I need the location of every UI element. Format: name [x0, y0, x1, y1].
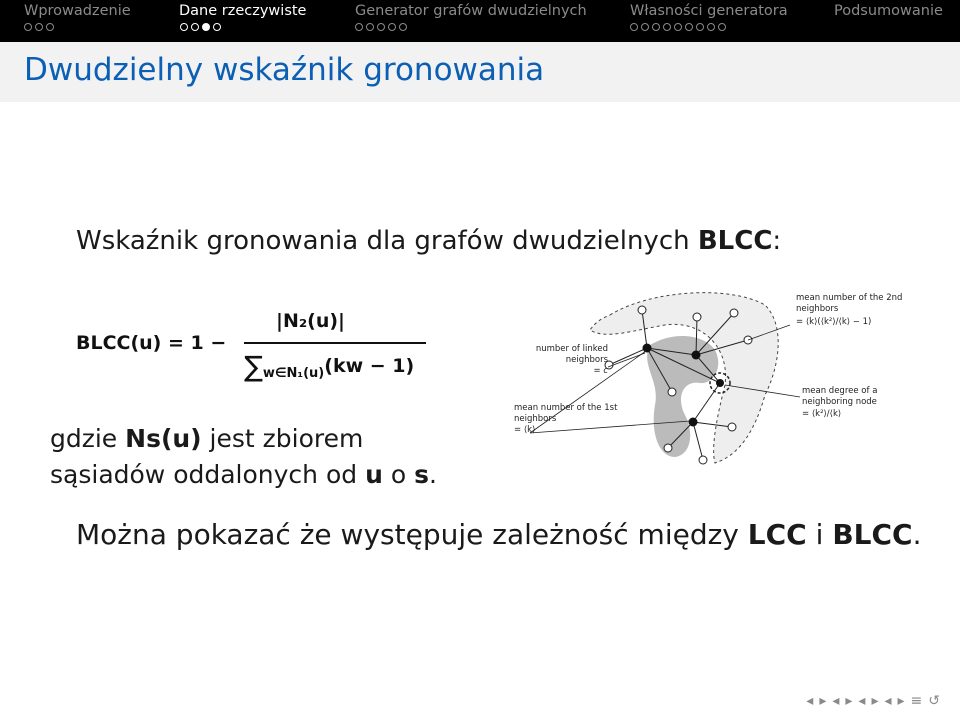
caption-first-line-3: = ⟨k⟩: [514, 425, 536, 435]
nav-dots-dane-rzeczywiste[interactable]: [180, 23, 221, 31]
caption-linked-line-2: neighbors: [565, 355, 608, 365]
definition-line-1: [50, 424, 363, 453]
nav-dots-generator[interactable]: [355, 23, 407, 31]
caption-first-line-1: mean number of the 1st: [514, 403, 618, 413]
nav-section-generator[interactable]: Generator grafów dwudzielnych: [355, 3, 587, 19]
nav-dot[interactable]: [707, 23, 715, 31]
frame-title-bar: [0, 42, 960, 102]
nav-section-wlasnosci[interactable]: Własności generatora: [630, 3, 788, 19]
nav-dot[interactable]: [399, 23, 407, 31]
fraction-bar: [244, 342, 426, 344]
navigation-bar: [0, 0, 960, 42]
prev-subsection-icon[interactable]: ◂: [832, 693, 840, 709]
nav-dot[interactable]: [180, 23, 188, 31]
conclusion-pre: Można pokazać że występuje zależność między: [76, 518, 748, 551]
nav-dot[interactable]: [663, 23, 671, 31]
definition-s: s: [414, 460, 429, 489]
beamer-navigation-controls: [806, 693, 940, 709]
edge: [609, 348, 647, 365]
outline-icon[interactable]: ≡: [910, 693, 923, 709]
second-neighbor-node: [668, 388, 676, 396]
caption-second-line-2: neighbors: [796, 304, 839, 314]
second-neighbor-node: [699, 456, 707, 464]
blcc-formula: [76, 310, 436, 390]
definition-mid: jest zbiorem: [201, 424, 364, 453]
conclusion-line: [76, 518, 922, 551]
nav-dot[interactable]: [718, 23, 726, 31]
intro-line: [76, 226, 781, 256]
caption-linked: [536, 344, 609, 376]
caption-linked-line-3: = c: [593, 366, 608, 376]
intro-acronym: BLCC: [697, 226, 773, 256]
conclusion-blcc: BLCC: [832, 518, 913, 551]
formula-numerator: |N₂(u)|: [276, 310, 345, 332]
nav-section-podsumowanie[interactable]: Podsumowanie: [834, 3, 943, 19]
prev-doc-icon[interactable]: ◂: [884, 693, 892, 709]
nav-dot[interactable]: [191, 23, 199, 31]
denominator-term: (kw − 1): [324, 355, 415, 377]
prev-frame-icon[interactable]: ◂: [806, 693, 814, 709]
nav-dot[interactable]: [696, 23, 704, 31]
caption-degree-line-3: = ⟨k²⟩/⟨k⟩: [802, 409, 842, 419]
nav-dot[interactable]: [355, 23, 363, 31]
nav-dot[interactable]: [388, 23, 396, 31]
frame-title: Dwudzielny wskaźnik gronowania: [24, 52, 545, 88]
definition-line2-pre: sąsiadów oddalonych od: [50, 460, 366, 489]
nav-section-dane-rzeczywiste[interactable]: Dane rzeczywiste: [179, 3, 307, 19]
nav-dots-wprowadzenie[interactable]: [24, 23, 54, 31]
edge: [693, 383, 720, 422]
nav-dot-current[interactable]: [202, 23, 210, 31]
nav-dot[interactable]: [377, 23, 385, 31]
nav-dot[interactable]: [46, 23, 54, 31]
next-section-icon[interactable]: ▸: [871, 693, 879, 709]
nav-dot[interactable]: [630, 23, 638, 31]
sum-index: w∈N₁(u): [262, 365, 325, 381]
back-forward-icon[interactable]: ↺: [928, 693, 940, 709]
nav-dot[interactable]: [35, 23, 43, 31]
definition-end: .: [428, 460, 437, 489]
edge: [693, 422, 703, 460]
conclusion-end: .: [912, 518, 922, 551]
formula-lhs: BLCC(u) = 1 −: [76, 332, 227, 354]
next-frame-icon[interactable]: ▸: [819, 693, 827, 709]
second-neighbor-node: [693, 313, 701, 321]
neighbors-diagram: [500, 285, 903, 475]
nav-dot[interactable]: [24, 23, 32, 31]
first-neighbors-region: [647, 336, 718, 457]
caption-second: [796, 293, 902, 327]
conclusion-lcc: LCC: [747, 518, 807, 551]
caption-second-line-1: mean number of the 2nd: [796, 293, 903, 303]
nav-section-wprowadzenie[interactable]: Wprowadzenie: [24, 3, 131, 19]
caption-degree-line-2: neighboring node: [802, 397, 877, 407]
nav-dot[interactable]: [674, 23, 682, 31]
next-doc-icon[interactable]: ▸: [897, 693, 905, 709]
caption-degree-line-1: mean degree of a: [802, 386, 878, 396]
nav-dot[interactable]: [213, 23, 221, 31]
prev-section-icon[interactable]: ◂: [858, 693, 866, 709]
second-neighbor-node: [664, 444, 672, 452]
definition-pre: gdzie: [50, 424, 126, 453]
caption-degree: [802, 386, 877, 419]
caption-linked-line-1: number of linked: [535, 344, 608, 354]
second-neighbor-node: [730, 309, 738, 317]
first-neighbor-node: [692, 351, 701, 360]
formula-denominator: [244, 350, 414, 383]
first-neighbor-node: [689, 418, 698, 427]
nav-dot[interactable]: [366, 23, 374, 31]
first-neighbor-node: [643, 344, 652, 353]
caption-first-line-2: neighbors: [514, 414, 557, 424]
conclusion-mid: i: [806, 518, 833, 551]
second-neighbor-node: [728, 423, 736, 431]
definition-o: o: [382, 460, 415, 489]
definition-u: u: [365, 460, 383, 489]
definition-line-2: [50, 460, 437, 489]
intro-text: Wskaźnik gronowania dla grafów dwudzielnych: [76, 226, 698, 256]
second-neighbor-node: [638, 306, 646, 314]
nav-dot[interactable]: [641, 23, 649, 31]
nav-dot[interactable]: [685, 23, 693, 31]
nav-dot[interactable]: [652, 23, 660, 31]
intro-colon: :: [772, 226, 782, 256]
definition-symbol: Ns(u): [125, 424, 202, 453]
next-subsection-icon[interactable]: ▸: [845, 693, 853, 709]
central-node: [716, 379, 724, 387]
nav-dots-wlasnosci[interactable]: [630, 23, 726, 31]
sum-symbol: ∑: [244, 350, 263, 383]
caption-second-line-3: = ⟨k⟩(⟨k²⟩/⟨k⟩ − 1): [796, 317, 872, 327]
